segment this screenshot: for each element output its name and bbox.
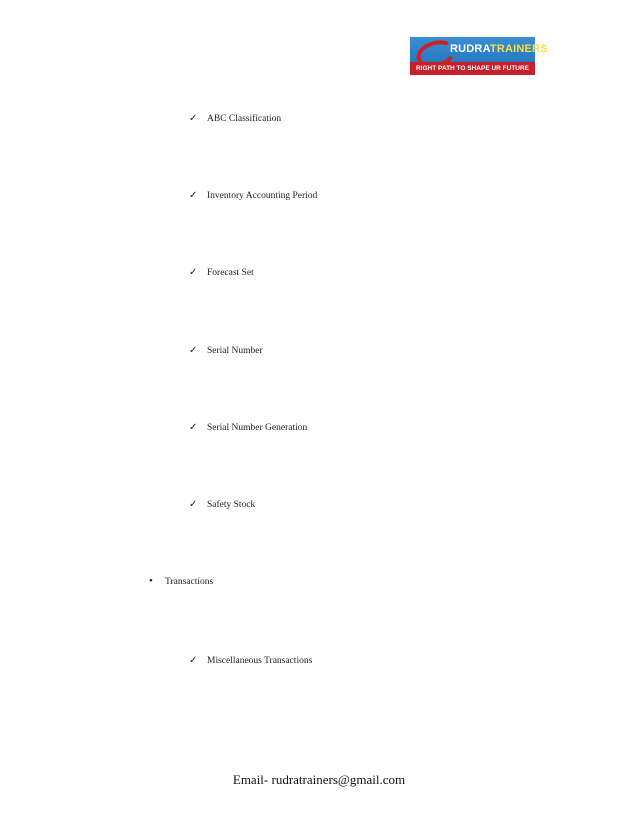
- checkmark-icon: ✓: [189, 655, 198, 666]
- list-item-label: Forecast Set: [207, 268, 254, 278]
- list-item: [189, 655, 312, 666]
- list-item: [189, 190, 317, 201]
- checkmark-icon: ✓: [189, 190, 198, 201]
- footer-email: Email- rudratrainers@gmail.com: [232, 772, 406, 787]
- checkmark-icon: ✓: [189, 113, 198, 124]
- list-item-label: Serial Number Generation: [207, 423, 308, 433]
- bullet-icon: •: [149, 575, 153, 587]
- list-item: [189, 113, 281, 124]
- list-item-label: ABC Classification: [207, 114, 282, 124]
- logo-tagline: RIGHT PATH TO SHAPE UR FUTURE: [410, 62, 535, 75]
- list-item: [189, 345, 263, 356]
- section-heading-label: Transactions: [165, 577, 214, 587]
- list-item-label: Miscellaneous Transactions: [207, 656, 313, 666]
- list-item-label: Serial Number: [207, 346, 263, 356]
- section-heading: [149, 575, 213, 587]
- list-item-label: Inventory Accounting Period: [207, 191, 318, 201]
- logo-brand: RUDRATRAINERS: [450, 43, 548, 55]
- list-item: [189, 499, 255, 510]
- list-item: [189, 422, 307, 433]
- checkmark-icon: ✓: [189, 422, 198, 433]
- rudratrainers-logo: [410, 37, 548, 75]
- checkmark-icon: ✓: [189, 345, 198, 356]
- list-item-label: Safety Stock: [207, 500, 256, 510]
- checkmark-icon: ✓: [189, 267, 198, 278]
- list-item: [189, 267, 254, 278]
- checkmark-icon: ✓: [189, 499, 198, 510]
